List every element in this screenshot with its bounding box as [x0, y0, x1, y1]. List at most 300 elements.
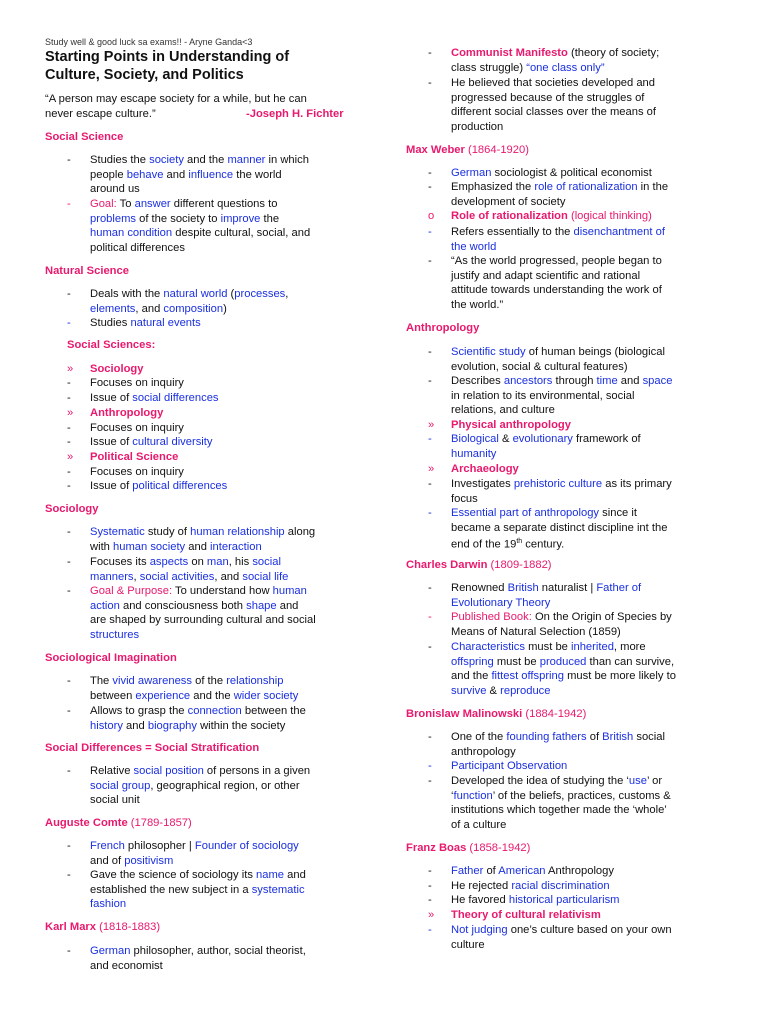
text-run: must be	[524, 641, 571, 653]
bullet-item	[406, 506, 736, 550]
bullet-item	[406, 432, 736, 461]
text-run: development of society	[451, 195, 566, 208]
text-line	[90, 584, 380, 599]
text-line	[451, 581, 741, 596]
text-run: disenchantment of	[573, 226, 665, 238]
text-run: and	[617, 375, 643, 387]
text-line	[90, 719, 380, 734]
bullet-text	[451, 166, 741, 181]
text-run: Political Science	[90, 451, 179, 463]
dash-bullet-icon: -	[428, 611, 432, 623]
text-run: within the society	[196, 719, 286, 732]
text-run: and	[185, 540, 211, 553]
bullet-text	[90, 944, 380, 973]
text-line	[451, 923, 741, 938]
bullet-text	[451, 477, 741, 506]
text-line	[90, 540, 380, 555]
text-run: Anthropology	[545, 865, 614, 877]
text-line	[451, 240, 741, 255]
text-run: produced	[539, 655, 587, 668]
text-run: humanity	[451, 447, 497, 460]
bullet-text	[451, 432, 741, 461]
text-run: historical particularism	[508, 894, 620, 906]
text-run: in relation to its environmental, social	[451, 389, 635, 402]
text-line	[451, 684, 741, 699]
text-line	[451, 225, 741, 240]
text-run: must be	[493, 655, 540, 668]
text-run: positivism	[124, 854, 174, 867]
text-line	[451, 76, 741, 91]
section-title: Franz Boas	[406, 842, 467, 854]
text-run: on	[188, 556, 207, 568]
text-run: different social classes over the means of	[451, 106, 657, 119]
text-run: relationship	[226, 675, 284, 687]
text-run: and the	[183, 154, 228, 166]
text-run: fittest offspring	[491, 670, 564, 683]
text-line	[451, 298, 741, 313]
text-line	[451, 745, 741, 760]
title-line-2: Culture, Society, and Politics	[45, 67, 244, 83]
text-line	[451, 610, 741, 625]
dash-bullet-icon: -	[428, 731, 432, 743]
text-run: human	[272, 585, 307, 597]
dash-bullet-icon: -	[67, 675, 71, 687]
text-run: of the	[191, 675, 227, 687]
dash-bullet-icon: -	[67, 526, 71, 538]
section-years: (1818-1883)	[96, 921, 161, 933]
bullet-text	[451, 46, 741, 75]
text-line	[451, 625, 741, 640]
bullet-text	[451, 610, 741, 639]
text-run: biography	[147, 719, 197, 732]
bullet-item	[406, 209, 736, 224]
dash-bullet-icon: -	[67, 556, 71, 568]
bullet-item	[45, 435, 375, 450]
text-run: function	[453, 789, 493, 802]
text-line	[451, 432, 741, 447]
section-title: Bronislaw Malinowski	[406, 708, 523, 720]
bullet-item	[45, 764, 375, 808]
quote-line-1: “A person may escape society for a while, but he can	[45, 93, 307, 105]
section-heading-social-sciences	[67, 339, 155, 351]
bullet-text	[90, 287, 380, 316]
text-run: social differences	[132, 392, 219, 404]
text-run: political differences	[90, 242, 185, 255]
text-line	[90, 839, 380, 854]
dash-bullet-icon: -	[428, 433, 432, 445]
text-line	[451, 818, 741, 833]
text-run: (logical thinking)	[567, 210, 652, 222]
bullet-item	[45, 525, 375, 554]
text-run: One of the	[451, 731, 507, 743]
text-run: social group	[90, 779, 151, 792]
text-run: ’ of the beliefs, practices, customs &	[492, 789, 671, 802]
text-run: Characteristics	[451, 641, 525, 653]
bullet-text	[90, 391, 380, 406]
text-line	[451, 908, 741, 923]
bullet-text	[451, 893, 741, 908]
text-line	[90, 674, 380, 689]
text-line	[451, 91, 741, 106]
text-run: On the Origin of Species by	[534, 611, 672, 623]
text-line	[451, 477, 741, 492]
title-line-1: Starting Points in Understanding of	[45, 49, 290, 65]
text-run: connection	[187, 705, 242, 717]
dash-bullet-icon: -	[428, 775, 432, 787]
bullet-text	[90, 584, 380, 643]
text-run: history	[90, 719, 123, 732]
text-run: and	[284, 869, 306, 881]
text-line	[90, 959, 380, 974]
text-run: around us	[90, 183, 140, 196]
bullet-item	[406, 759, 736, 774]
bullet-text	[90, 704, 380, 733]
bullet-text	[90, 465, 380, 480]
bullet-item	[406, 180, 736, 209]
text-run: cultural diversity	[132, 436, 213, 448]
text-run: different questions to	[170, 198, 278, 210]
text-line	[451, 789, 741, 804]
quote-author: -Joseph H. Fichter	[246, 108, 344, 120]
text-line	[90, 182, 380, 197]
text-line	[90, 525, 380, 540]
dash-bullet-icon: -	[67, 585, 71, 597]
text-run: Focuses on inquiry	[90, 422, 184, 434]
bullet-text	[451, 374, 741, 418]
text-line	[90, 406, 380, 421]
text-run: and of	[90, 854, 125, 867]
text-run: Biological	[451, 433, 499, 445]
text-run: human relationship	[190, 526, 285, 538]
section-heading-sociology	[45, 503, 98, 515]
dash-bullet-icon: -	[67, 154, 71, 166]
text-run: French	[90, 840, 125, 852]
bullet-item	[45, 450, 375, 465]
text-line	[451, 492, 741, 507]
text-line	[451, 893, 741, 908]
text-run: and	[163, 168, 189, 181]
text-line	[451, 345, 741, 360]
text-line	[90, 153, 380, 168]
arrow-bullet-icon: »	[428, 909, 435, 921]
text-run: shape	[246, 599, 277, 612]
text-run: (	[227, 288, 235, 300]
text-run: survive	[451, 685, 487, 698]
text-run: progressed because of the struggles of	[451, 91, 645, 104]
text-line	[451, 360, 741, 375]
text-run: Not judging	[451, 924, 508, 936]
text-run: natural world	[163, 288, 228, 300]
arrow-bullet-icon: »	[428, 463, 435, 475]
text-run: evolutionary	[512, 433, 573, 445]
dash-bullet-icon: -	[428, 924, 432, 936]
section-years: (1858-1942)	[466, 842, 531, 854]
section-title: Anthropology	[406, 322, 480, 334]
text-run: problems	[90, 212, 137, 225]
text-line	[451, 774, 741, 789]
bullet-text	[90, 421, 380, 436]
text-run: institutions which together made the ‘whole’	[451, 804, 667, 817]
bullet-item	[406, 879, 736, 894]
text-run: elements	[90, 302, 136, 315]
text-run: ‘	[451, 789, 454, 802]
dash-bullet-icon: -	[428, 47, 432, 59]
text-run: than can survive,	[586, 655, 675, 668]
text-line	[90, 689, 380, 704]
bullet-text	[90, 479, 380, 494]
text-run: Focuses on inquiry	[90, 466, 184, 478]
text-line	[451, 759, 741, 774]
text-run: To	[119, 198, 135, 210]
text-run: Describes	[451, 375, 504, 387]
bullet-item	[406, 893, 736, 908]
text-line	[90, 287, 380, 302]
text-run: people	[90, 168, 127, 181]
text-run: Published Book:	[451, 611, 535, 623]
bullet-text	[90, 435, 380, 450]
text-run: Goal:	[90, 198, 120, 210]
text-run: processes	[234, 288, 286, 300]
text-run: Role of rationalization	[451, 210, 568, 222]
text-line	[451, 655, 741, 670]
dash-bullet-icon: -	[428, 181, 432, 193]
text-run: , more	[613, 641, 646, 653]
bullet-item	[406, 908, 736, 923]
section-title: Charles Darwin	[406, 559, 488, 571]
text-run: manner	[227, 154, 266, 166]
text-run: The	[90, 675, 113, 687]
text-run: philosopher, author, social theorist,	[130, 945, 306, 957]
text-run: through	[552, 375, 597, 387]
text-line	[90, 883, 380, 898]
bullet-text	[451, 774, 741, 833]
text-run: Gave the science of sociology its	[90, 869, 257, 881]
text-run: must be more likely to	[564, 670, 676, 683]
text-run: Anthropology	[90, 407, 164, 419]
text-line	[90, 450, 380, 465]
text-run: ,	[133, 570, 140, 583]
text-run: with	[90, 540, 114, 553]
dash-bullet-icon: -	[67, 466, 71, 478]
dash-bullet-icon: -	[67, 480, 71, 492]
dash-bullet-icon: -	[428, 167, 432, 179]
text-run: one’s culture based on your own	[507, 924, 672, 936]
text-run: culture	[451, 938, 485, 951]
text-run: experience	[135, 689, 191, 702]
dash-bullet-icon: -	[428, 226, 432, 238]
text-line	[451, 46, 741, 61]
bullet-text	[451, 76, 741, 135]
quote	[45, 92, 375, 122]
text-run: Deals with the	[90, 288, 164, 300]
text-run: in which	[265, 154, 309, 166]
text-line	[90, 376, 380, 391]
dash-bullet-icon: -	[67, 377, 71, 389]
text-run: Issue of	[90, 392, 133, 404]
text-line	[90, 479, 380, 494]
text-run: Sociology	[90, 363, 144, 375]
bullet-item	[406, 374, 736, 418]
bullet-text	[90, 362, 380, 377]
text-line	[451, 462, 741, 477]
bullet-item	[45, 584, 375, 643]
dash-bullet-icon: -	[428, 77, 432, 89]
text-line	[451, 596, 741, 611]
dash-bullet-icon: -	[67, 317, 71, 329]
bullet-item	[45, 421, 375, 436]
dash-bullet-icon: -	[67, 765, 71, 777]
section-title: Natural Science	[45, 265, 129, 277]
text-run: social position	[133, 765, 204, 777]
text-run: political differences	[132, 480, 228, 492]
text-run: Goal & Purpose:	[90, 585, 175, 597]
text-run: sociologist & political economist	[491, 167, 652, 179]
section-title: Max Weber	[406, 144, 465, 156]
text-line	[90, 465, 380, 480]
text-run: “one class only”	[526, 61, 605, 74]
bullet-item	[406, 864, 736, 879]
dash-bullet-icon: -	[67, 392, 71, 404]
section-heading-anthropology	[406, 322, 479, 334]
bullet-text	[90, 450, 380, 465]
text-run: systematic	[251, 883, 305, 896]
text-line	[451, 120, 741, 135]
text-run: social	[252, 556, 281, 568]
text-run: space	[642, 375, 673, 387]
text-run: and consciousness both	[119, 599, 247, 612]
dash-bullet-icon: -	[67, 288, 71, 300]
text-run: , his	[228, 556, 253, 568]
text-run: Studies the	[90, 154, 150, 166]
text-run: prehistoric culture	[513, 478, 603, 490]
text-run: Investigates	[451, 478, 514, 490]
text-run: composition	[163, 302, 224, 315]
text-line	[451, 803, 741, 818]
text-run: Studies	[90, 317, 131, 329]
bullet-text	[451, 759, 741, 774]
text-run: man	[206, 556, 229, 568]
text-line	[451, 195, 741, 210]
bullet-item	[406, 46, 736, 75]
text-run: founding fathers	[506, 731, 587, 743]
text-run: study of	[144, 526, 191, 538]
text-line	[451, 374, 741, 389]
text-run: established the new subject in a	[90, 883, 252, 896]
text-run: Focuses its	[90, 556, 150, 568]
bullet-text	[451, 209, 741, 224]
bullet-item	[45, 465, 375, 480]
dash-bullet-icon: -	[67, 840, 71, 852]
section-years: (1884-1942)	[522, 708, 587, 720]
text-line	[451, 730, 741, 745]
text-line	[90, 764, 380, 779]
text-run: ,	[285, 288, 289, 300]
text-line	[451, 269, 741, 284]
dash-bullet-icon: -	[67, 869, 71, 881]
text-line	[90, 241, 380, 256]
text-line	[90, 421, 380, 436]
bullet-item	[406, 610, 736, 639]
text-run: He favored	[451, 894, 509, 906]
text-run: Founder of sociology	[194, 840, 299, 852]
quote-line-2: never escape culture.”	[45, 108, 156, 120]
bullet-item	[406, 640, 736, 699]
text-run: Renowned	[451, 582, 508, 594]
bullet-text	[90, 316, 380, 331]
text-run: of	[483, 865, 499, 877]
text-line	[451, 669, 741, 684]
text-run: Father of	[596, 582, 642, 594]
text-line	[90, 435, 380, 450]
text-run: inherited	[571, 641, 614, 653]
text-run: social life	[242, 570, 289, 583]
bullet-item	[45, 839, 375, 868]
bullet-text	[90, 153, 380, 197]
arrow-bullet-icon: »	[67, 363, 74, 375]
bullet-item	[406, 923, 736, 952]
text-run: He believed that societies developed and	[451, 77, 656, 89]
text-line	[90, 599, 380, 614]
bullet-text	[451, 923, 741, 952]
section-title: Social Sciences:	[67, 339, 156, 351]
text-run: and the	[451, 670, 492, 683]
dash-bullet-icon: -	[428, 582, 432, 594]
text-run: framework of	[572, 433, 641, 445]
bullet-text	[451, 254, 741, 313]
bullet-text	[90, 376, 380, 391]
text-line	[451, 535, 741, 552]
text-line	[90, 793, 380, 808]
bullet-item	[45, 376, 375, 391]
bullet-item	[406, 76, 736, 135]
bullet-item	[45, 316, 375, 331]
text-run: Developed the idea of studying the ‘	[451, 775, 629, 787]
bullet-text	[90, 555, 380, 584]
section-title: Karl Marx	[45, 921, 96, 933]
text-run: of	[586, 731, 603, 743]
text-run: To understand how	[175, 585, 273, 597]
text-run: th	[516, 538, 523, 546]
section-title: Auguste Comte	[45, 817, 128, 829]
bullet-text	[90, 525, 380, 554]
text-run: ancestors	[503, 375, 553, 387]
dash-bullet-icon: -	[428, 507, 432, 519]
bullet-item	[406, 166, 736, 181]
dash-bullet-icon: -	[67, 436, 71, 448]
text-run: Communist Manifesto	[451, 47, 568, 59]
dash-bullet-icon: -	[428, 760, 432, 772]
text-run: &	[486, 685, 501, 698]
arrow-bullet-icon: »	[67, 407, 74, 419]
text-line	[451, 521, 741, 536]
text-run: anthropology	[451, 745, 516, 758]
bullet-item	[45, 197, 375, 256]
text-line	[90, 555, 380, 570]
text-run: action	[90, 599, 120, 612]
text-run: of human beings (biological	[525, 346, 665, 358]
text-line	[90, 897, 380, 912]
bullet-text	[451, 418, 741, 433]
section-years: (1789-1857)	[127, 817, 192, 829]
section-heading-max-weber	[406, 144, 529, 156]
text-run: ’ or	[646, 775, 663, 787]
text-run: century.	[522, 539, 565, 552]
bullet-item	[406, 581, 736, 610]
text-run: Scientific study	[451, 346, 526, 358]
text-run: (theory of society;	[567, 47, 660, 59]
text-run: behave	[126, 168, 164, 181]
text-line	[451, 403, 741, 418]
